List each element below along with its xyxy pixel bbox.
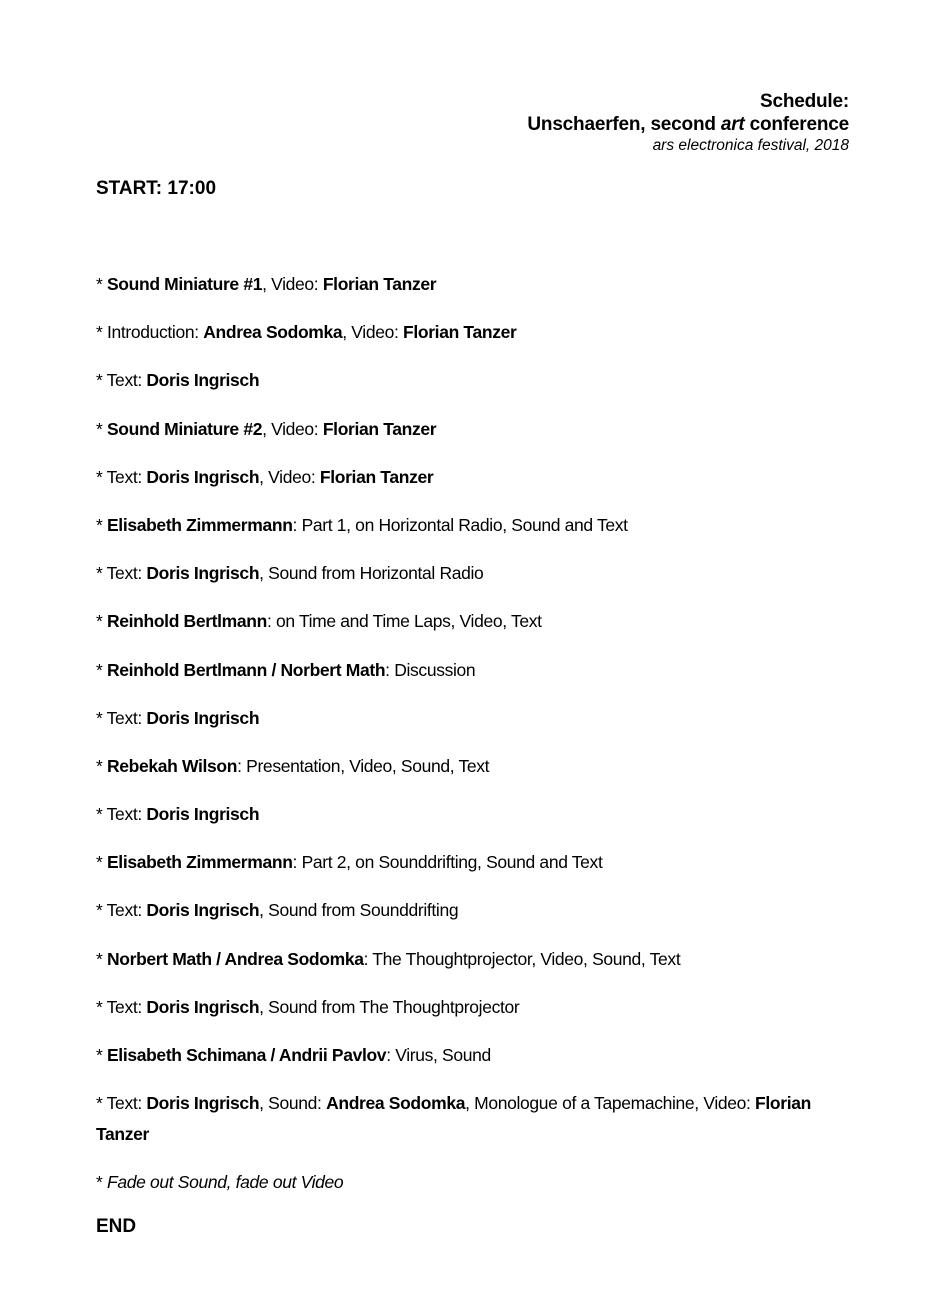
schedule-item	[96, 847, 836, 878]
item-text: , Video:	[342, 322, 404, 343]
item-text: * Text:	[96, 996, 147, 1017]
start-time: START: 17:00	[96, 178, 217, 199]
item-name: Doris Ingrisch	[146, 1093, 260, 1114]
schedule-item	[96, 703, 836, 734]
header-subtitle	[527, 113, 849, 136]
item-name: Florian Tanzer	[322, 274, 437, 294]
item-text: : Discussion	[385, 659, 476, 680]
item-text: : The Thoughtprojector, Video, Sound, Text	[363, 948, 681, 969]
schedule-list	[96, 269, 836, 1216]
item-name: Andrea Sodomka	[203, 322, 343, 343]
item-text: : Virus, Sound	[386, 1045, 491, 1065]
item-name: Elisabeth Zimmermann	[106, 852, 293, 873]
schedule-item	[96, 944, 836, 975]
item-name: Doris Ingrisch	[146, 466, 260, 487]
item-name: Elisabeth Schimana / Andrii Pavlov	[106, 1045, 387, 1065]
document-header	[527, 90, 849, 155]
schedule-item	[96, 751, 836, 782]
item-text: *	[96, 755, 107, 776]
item-text: *	[96, 274, 107, 294]
item-text: , Monologue of a Tapemachine, Video:	[465, 1093, 756, 1114]
item-text: , Video:	[262, 274, 323, 294]
item-name: Norbert Math / Andrea Sodomka	[106, 948, 364, 969]
schedule-item	[96, 365, 836, 396]
item-text: , Sound from Sounddrifting	[259, 900, 459, 921]
item-text: * Text:	[96, 370, 147, 391]
header-event: ars electronica festival, 2018	[652, 137, 849, 154]
item-name: Florian Tanzer	[319, 466, 434, 487]
item-name: Doris Ingrisch	[146, 707, 260, 728]
item-text: *	[96, 418, 107, 439]
item-name: Florian Tanzer	[322, 418, 437, 439]
item-text: *	[96, 514, 107, 535]
schedule-item	[96, 558, 836, 589]
item-text: , Sound from The Thoughtprojector	[259, 996, 520, 1017]
schedule-item	[96, 462, 836, 493]
item-name: Reinhold Bertlmann / Norbert Math	[106, 659, 386, 680]
item-name: Doris Ingrisch	[146, 804, 260, 825]
item-text: , Video:	[259, 466, 320, 487]
item-text: : on Time and Time Laps, Video, Text	[266, 611, 542, 632]
subtitle-text: Unschaerfen, second	[527, 114, 721, 135]
item-text: * Text:	[96, 804, 147, 825]
item-text: * Text:	[96, 563, 147, 584]
schedule-item	[96, 799, 836, 830]
item-text: * Text:	[96, 466, 147, 487]
item-name: Doris Ingrisch	[146, 996, 260, 1017]
schedule-item	[96, 606, 836, 637]
item-text: * Text:	[96, 707, 147, 728]
item-name: Doris Ingrisch	[146, 900, 260, 921]
item-text: Fade out Sound, fade out Video	[106, 1172, 344, 1193]
item-name: Reinhold Bertlmann	[106, 611, 267, 632]
item-text: *	[96, 852, 107, 873]
item-text: * Introduction:	[96, 322, 204, 343]
subtitle-text: conference	[744, 114, 849, 135]
schedule-item	[96, 895, 836, 926]
item-name: Rebekah Wilson	[106, 755, 238, 776]
item-name: Sound Miniature #2	[106, 418, 263, 439]
item-text: : Part 2, on Sounddrifting, Sound and Text	[292, 852, 603, 873]
item-text: , Sound:	[259, 1093, 327, 1114]
subtitle-emphasis: art	[720, 114, 745, 135]
item-text: *	[96, 659, 107, 680]
item-name: Florian Tanzer	[403, 322, 517, 343]
schedule-item	[96, 655, 836, 686]
item-text: *	[96, 1045, 107, 1065]
schedule-item	[96, 510, 836, 541]
schedule-item	[96, 992, 836, 1023]
schedule-item	[96, 414, 836, 445]
schedule-item	[96, 317, 836, 348]
schedule-item	[96, 1088, 836, 1150]
item-text: *	[96, 1172, 107, 1193]
item-text: * Text:	[96, 900, 147, 921]
item-text: : Part 1, on Horizontal Radio, Sound and Text	[292, 514, 628, 535]
schedule-item	[96, 269, 836, 300]
item-name: Elisabeth Zimmermann	[106, 514, 293, 535]
item-text: : Presentation, Video, Sound, Text	[237, 755, 490, 776]
schedule-item	[96, 1167, 836, 1198]
item-text: * Text:	[96, 1093, 147, 1114]
item-text: *	[96, 611, 107, 632]
item-text: , Video:	[262, 418, 323, 439]
schedule-item	[96, 1040, 836, 1071]
item-name: Doris Ingrisch	[146, 370, 260, 391]
item-name: Andrea Sodomka	[326, 1093, 466, 1114]
header-title: Schedule:	[760, 91, 849, 112]
item-text: *	[96, 948, 107, 969]
item-name: Doris Ingrisch	[146, 563, 260, 584]
item-name: Sound Miniature #1	[106, 274, 263, 294]
item-name: Florian Tanzer	[96, 1093, 811, 1145]
item-text: , Sound from Horizontal Radio	[259, 563, 484, 584]
end-label: END	[96, 1216, 137, 1237]
